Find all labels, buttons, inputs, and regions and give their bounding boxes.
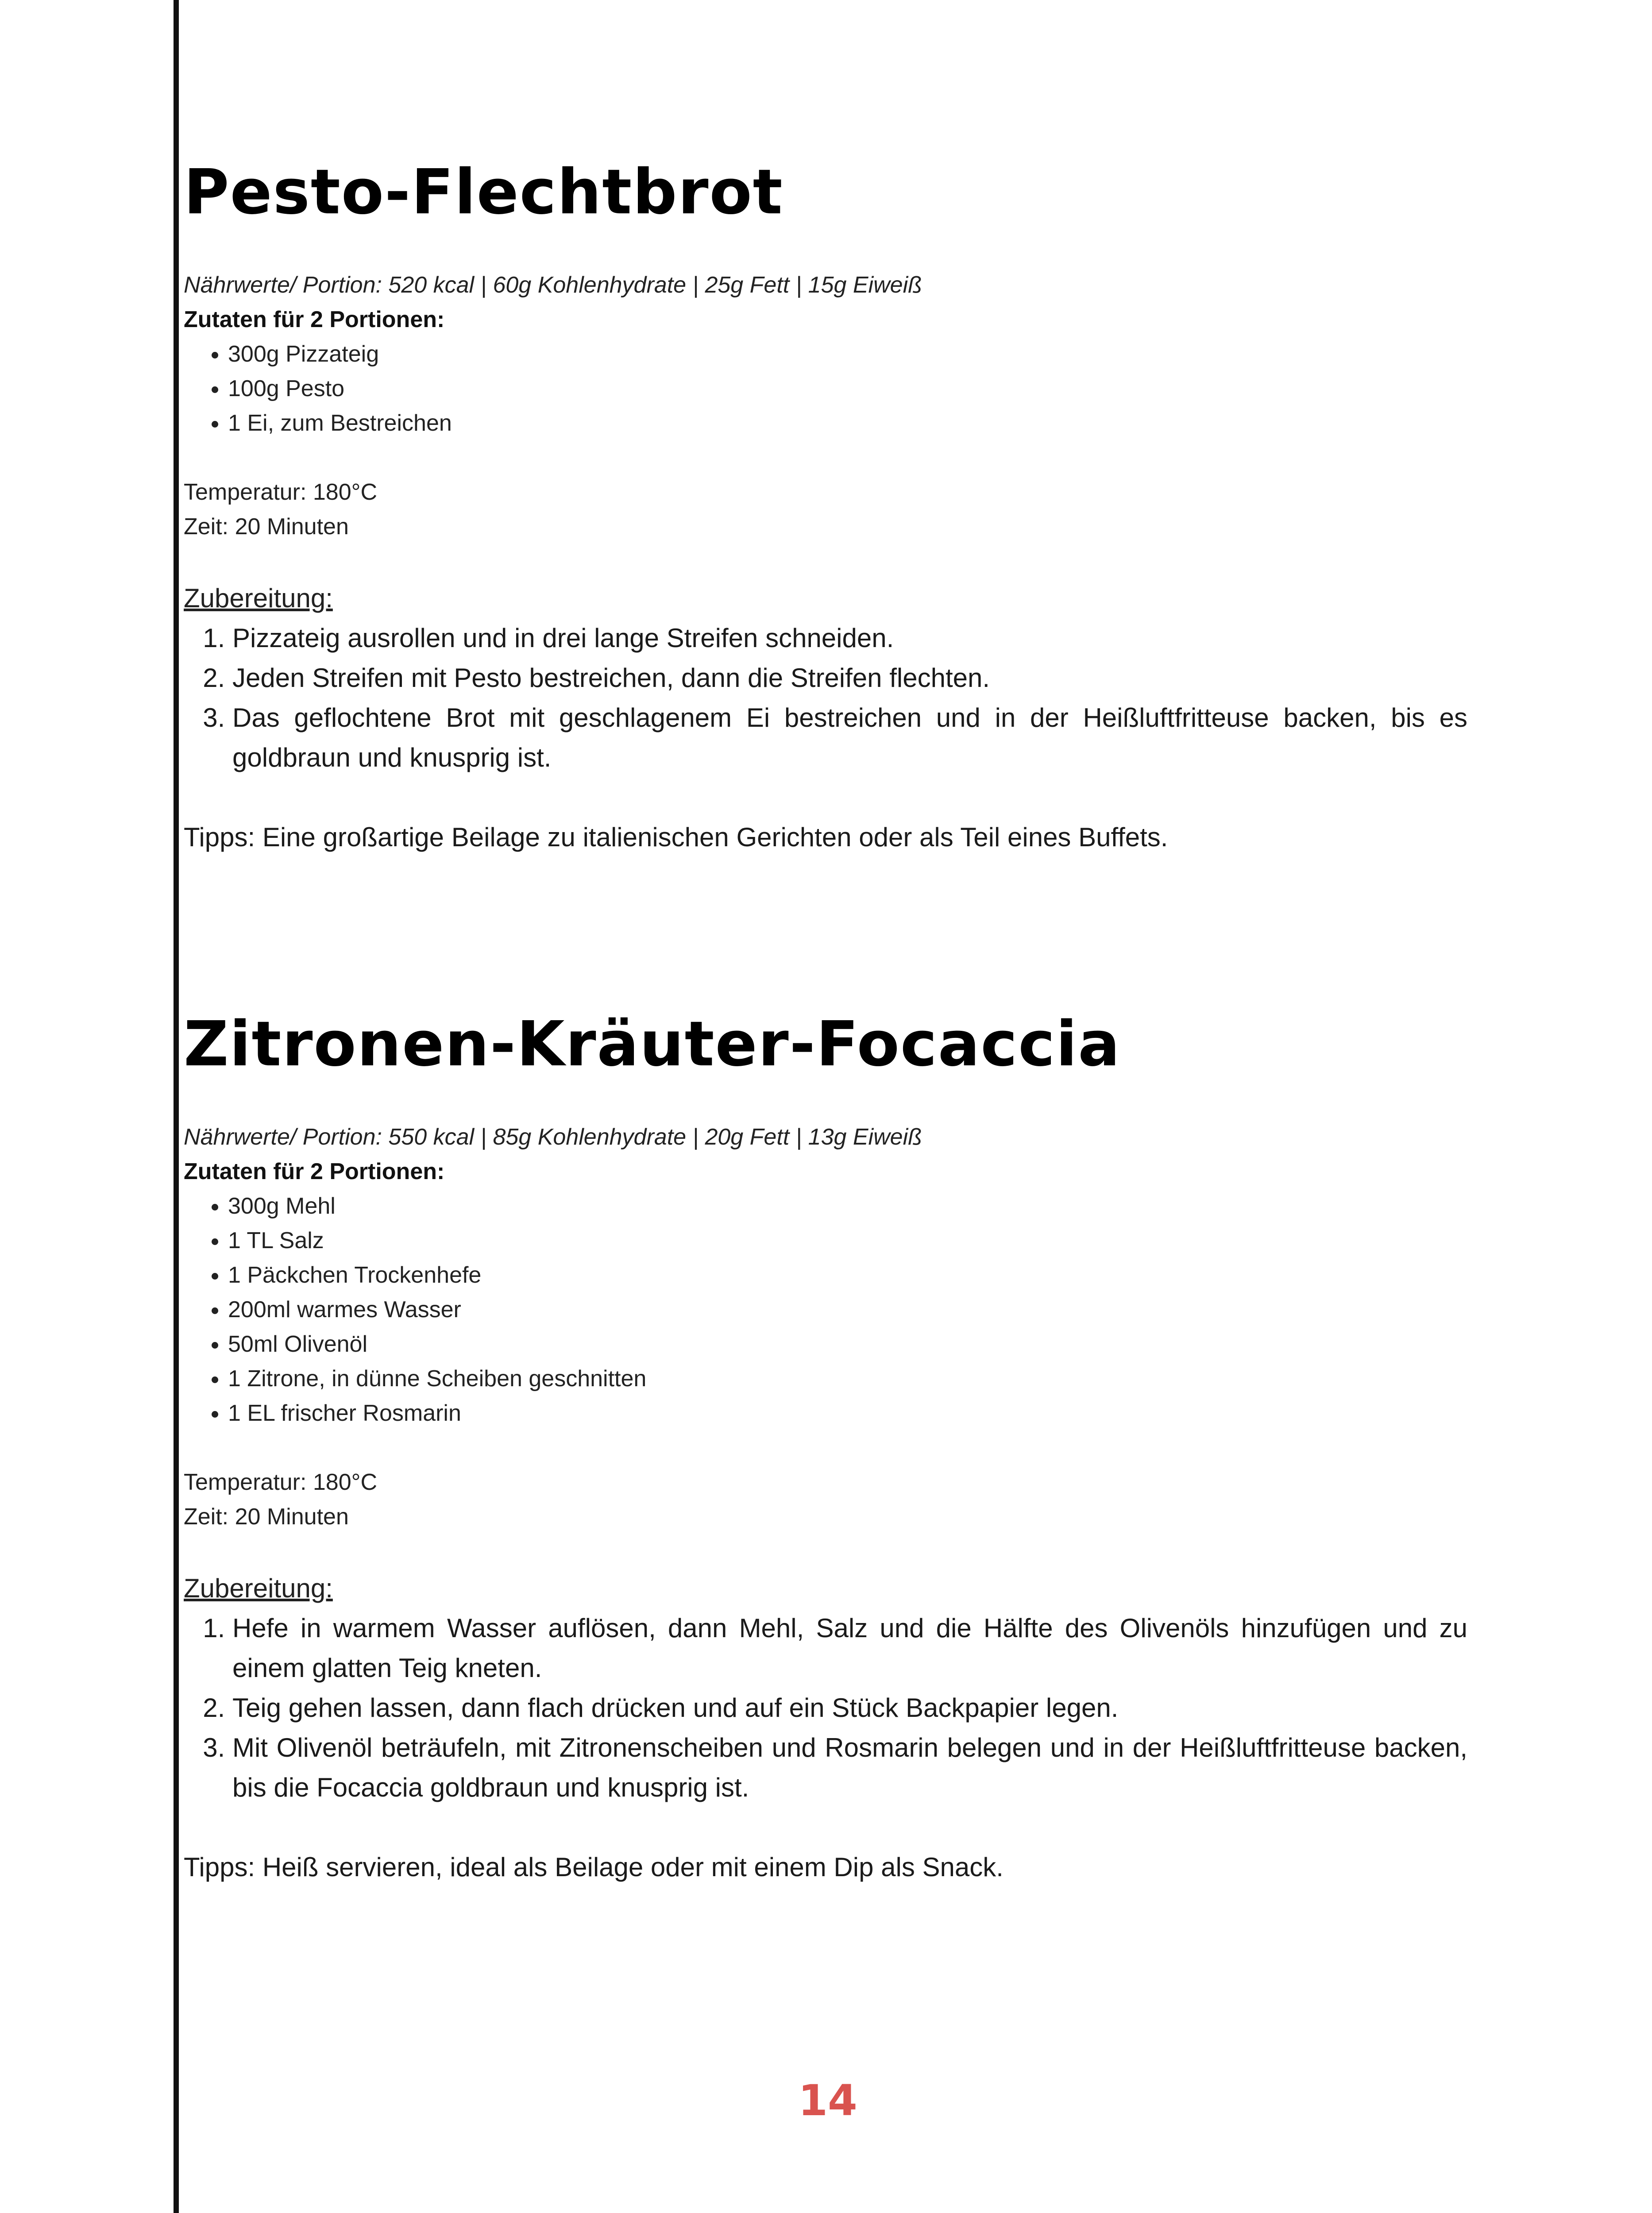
step-item: 1. Pizzateig ausrollen und in drei lange Streifen schneiden. [232, 618, 1467, 658]
ingredient-item: • 1 TL Salz [228, 1223, 1467, 1258]
recipe-title: Pesto-Flechtbrot [184, 156, 784, 228]
step-item: 3. Das geflochtene Brot mit geschlagenem Ei bestreichen und in der Heißluftfritteuse backen, bis es goldbraun und knusprig ist. [232, 698, 1467, 778]
ingredients-list [184, 337, 1467, 440]
ingredient-item: • 300g Mehl [228, 1189, 1467, 1223]
ingredient-item: • 1 Päckchen Trockenhefe [228, 1258, 1467, 1292]
ingredients-heading: Zutaten für 2 Portionen: [184, 1159, 445, 1184]
ingredient-item: • 300g Pizzateig [228, 337, 1467, 371]
cooking-time: Zeit: 20 Minuten [184, 514, 349, 540]
step-item: 1. Hefe in warmem Wasser auflösen, dann Mehl, Salz und die Hälfte des Olivenöls hinzufügen und zu einem glatten Teig kneten. [232, 1608, 1467, 1688]
ingredient-item: • 100g Pesto [228, 371, 1467, 406]
page-spine-line [174, 0, 179, 2213]
step-item: 2. Teig gehen lassen, dann flach drücken und auf ein Stück Backpapier legen. [232, 1688, 1467, 1728]
preparation-heading: Zubereitung: [184, 1573, 333, 1603]
step-item: 2. Jeden Streifen mit Pesto bestreichen, dann die Streifen flechten. [232, 658, 1467, 698]
temperature: Temperatur: 180°C [184, 479, 377, 505]
recipe-tips: Tipps: Heiß servieren, ideal als Beilage oder mit einem Dip als Snack. [184, 1852, 1004, 1882]
ingredient-item: • 50ml Olivenöl [228, 1327, 1467, 1361]
nutrition-info: Nährwerte/ Portion: 520 kcal | 60g Kohlenhydrate | 25g Fett | 15g Eiweiß [184, 272, 922, 298]
nutrition-info: Nährwerte/ Portion: 550 kcal | 85g Kohlenhydrate | 20g Fett | 13g Eiweiß [184, 1124, 922, 1150]
ingredient-item: • 200ml warmes Wasser [228, 1292, 1467, 1327]
cooking-time: Zeit: 20 Minuten [184, 1504, 349, 1530]
ingredients-list [184, 1189, 1467, 1430]
preparation-heading: Zubereitung: [184, 583, 333, 613]
step-item: 3. Mit Olivenöl beträufeln, mit Zitronenscheiben und Rosmarin belegen und in der Heißluftfritteuse backen, bis die Focaccia goldbraun und knusprig ist. [232, 1728, 1467, 1808]
recipe-title: Zitronen-Kräuter-Focaccia [184, 1008, 1121, 1080]
recipe-zitronen-kraeuter-focaccia [184, 1005, 1467, 1887]
page-number: 14 [798, 2076, 857, 2125]
temperature: Temperatur: 180°C [184, 1469, 377, 1495]
recipe-tips: Tipps: Eine großartige Beilage zu italienischen Gerichten oder als Teil eines Buffets. [184, 822, 1168, 852]
recipe-pesto-flechtbrot [184, 153, 1467, 857]
ingredient-item: • 1 EL frischer Rosmarin [228, 1396, 1467, 1430]
preparation-steps [184, 618, 1467, 778]
ingredients-heading: Zutaten für 2 Portionen: [184, 307, 445, 332]
cooking-meta [184, 475, 1467, 544]
cooking-meta [184, 1465, 1467, 1534]
preparation-steps [184, 1608, 1467, 1808]
ingredient-item: • 1 Zitrone, in dünne Scheiben geschnitten [228, 1361, 1467, 1396]
ingredient-item: • 1 Ei, zum Bestreichen [228, 406, 1467, 440]
